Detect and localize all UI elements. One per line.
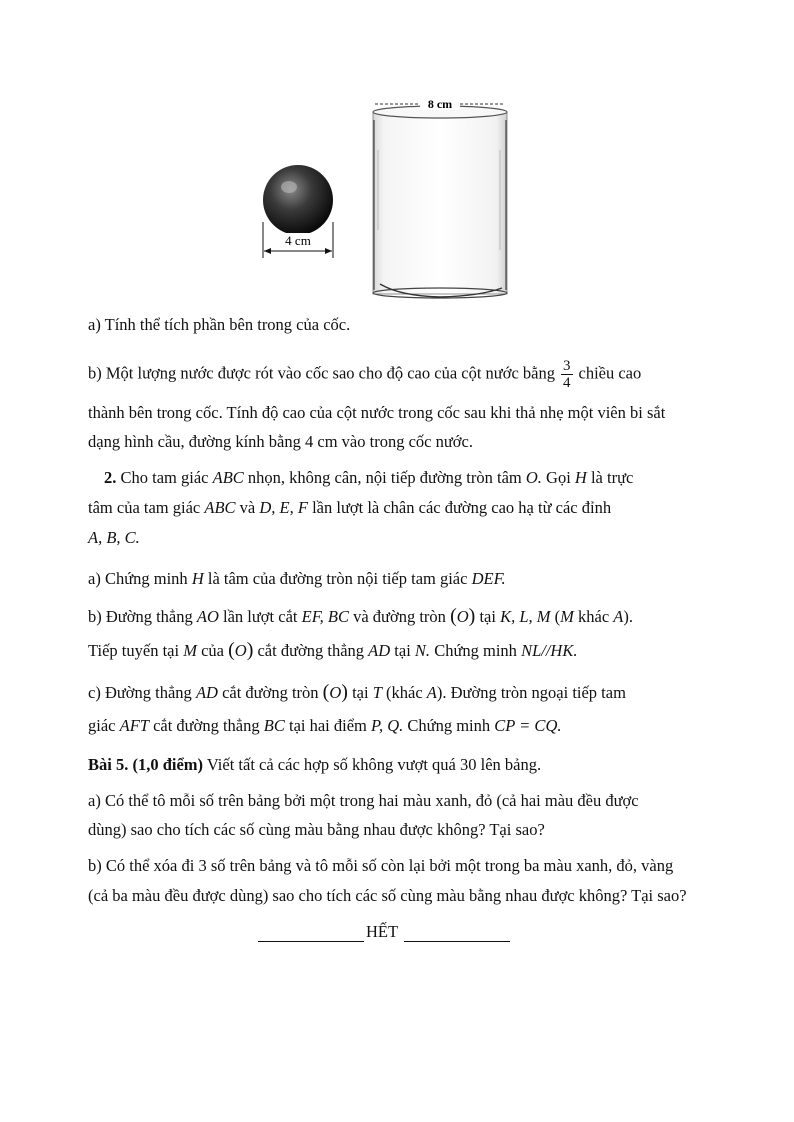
problem-2-part-b-line-2: Tiếp tuyến tại M của (O) cắt đường thẳng AD tại N. Chứng minh NL//HK. (88, 639, 578, 661)
sphere (263, 165, 333, 235)
cup-diameter-label: 8 cm (427, 97, 453, 111)
part-b-line-2: thành bên trong cốc. Tính độ cao của cột nước trong cốc sau khi thả nhẹ một viên bi sắt (88, 403, 666, 422)
problem-2-line-3: A, B, C. (88, 528, 140, 547)
problem-5-part-b-line-2: (cả ba màu đều được dùng) sao cho tích các số cùng màu bằng nhau được không? Tại sao? (88, 886, 687, 905)
end-text: HẾT (366, 922, 399, 941)
problem-5-heading: Bài 5. (1,0 điểm) Viết tất cả các hợp số không vượt quá 30 lên bảng. (88, 755, 542, 774)
part-a-text: a) Tính thể tích phần bên trong của cốc. (88, 315, 351, 334)
end-marker (258, 922, 510, 946)
figure-sphere-and-cup (0, 0, 794, 310)
problem-2-part-a: a) Chứng minh H là tâm của đường tròn nội tiếp tam giác DEF. (88, 569, 506, 588)
cup-body (373, 112, 507, 294)
problem-5-part-a-line-2: dùng) sao cho tích các số cùng màu bằng nhau được không? Tại sao? (88, 820, 545, 839)
problem-2-line-2: tâm của tam giác ABC và D, E, F lần lượt là chân các đường cao hạ từ các đỉnh (88, 498, 612, 517)
part-b-line-1: b) Một lượng nước được rót vào cốc sao cho độ cao của cột nước bằng $\frac{3}{4}$ chiều cao (88, 358, 642, 391)
sphere-diameter-label: 4 cm (285, 233, 311, 248)
problem-2-part-c-line-2: giác AFT cắt đường thẳng BC tại hai điểm P, Q. Chứng minh CP = CQ. (88, 716, 562, 735)
problem-2-part-c-line-1: c) Đường thẳng AD cắt đường tròn (O) tại T (khác A). Đường tròn ngoại tiếp tam (88, 681, 626, 703)
problem-5-part-a-line-1: a) Có thể tô mỗi số trên bảng bởi một trong hai màu xanh, đỏ (cả hai màu đều được (88, 791, 639, 810)
problem-5-part-b-line-1: b) Có thể xóa đi 3 số trên bảng và tô mỗi số còn lại bởi một trong ba màu xanh, đỏ, vàng (88, 856, 674, 875)
fraction-three-quarters: $\frac{3}{4}$ (563, 358, 571, 391)
problem-2-part-b-line-1: b) Đường thẳng AO lần lượt cắt EF, BC và đường tròn (O) tại K, L, M (M khác A). (88, 605, 634, 627)
part-b-line-3: dạng hình cầu, đường kính bằng 4 cm vào trong cốc nước. (88, 432, 473, 451)
problem-2-line-1: 2. Cho tam giác ABC nhọn, không cân, nội tiếp đường tròn tâm O. Gọi H là trực (104, 468, 634, 487)
